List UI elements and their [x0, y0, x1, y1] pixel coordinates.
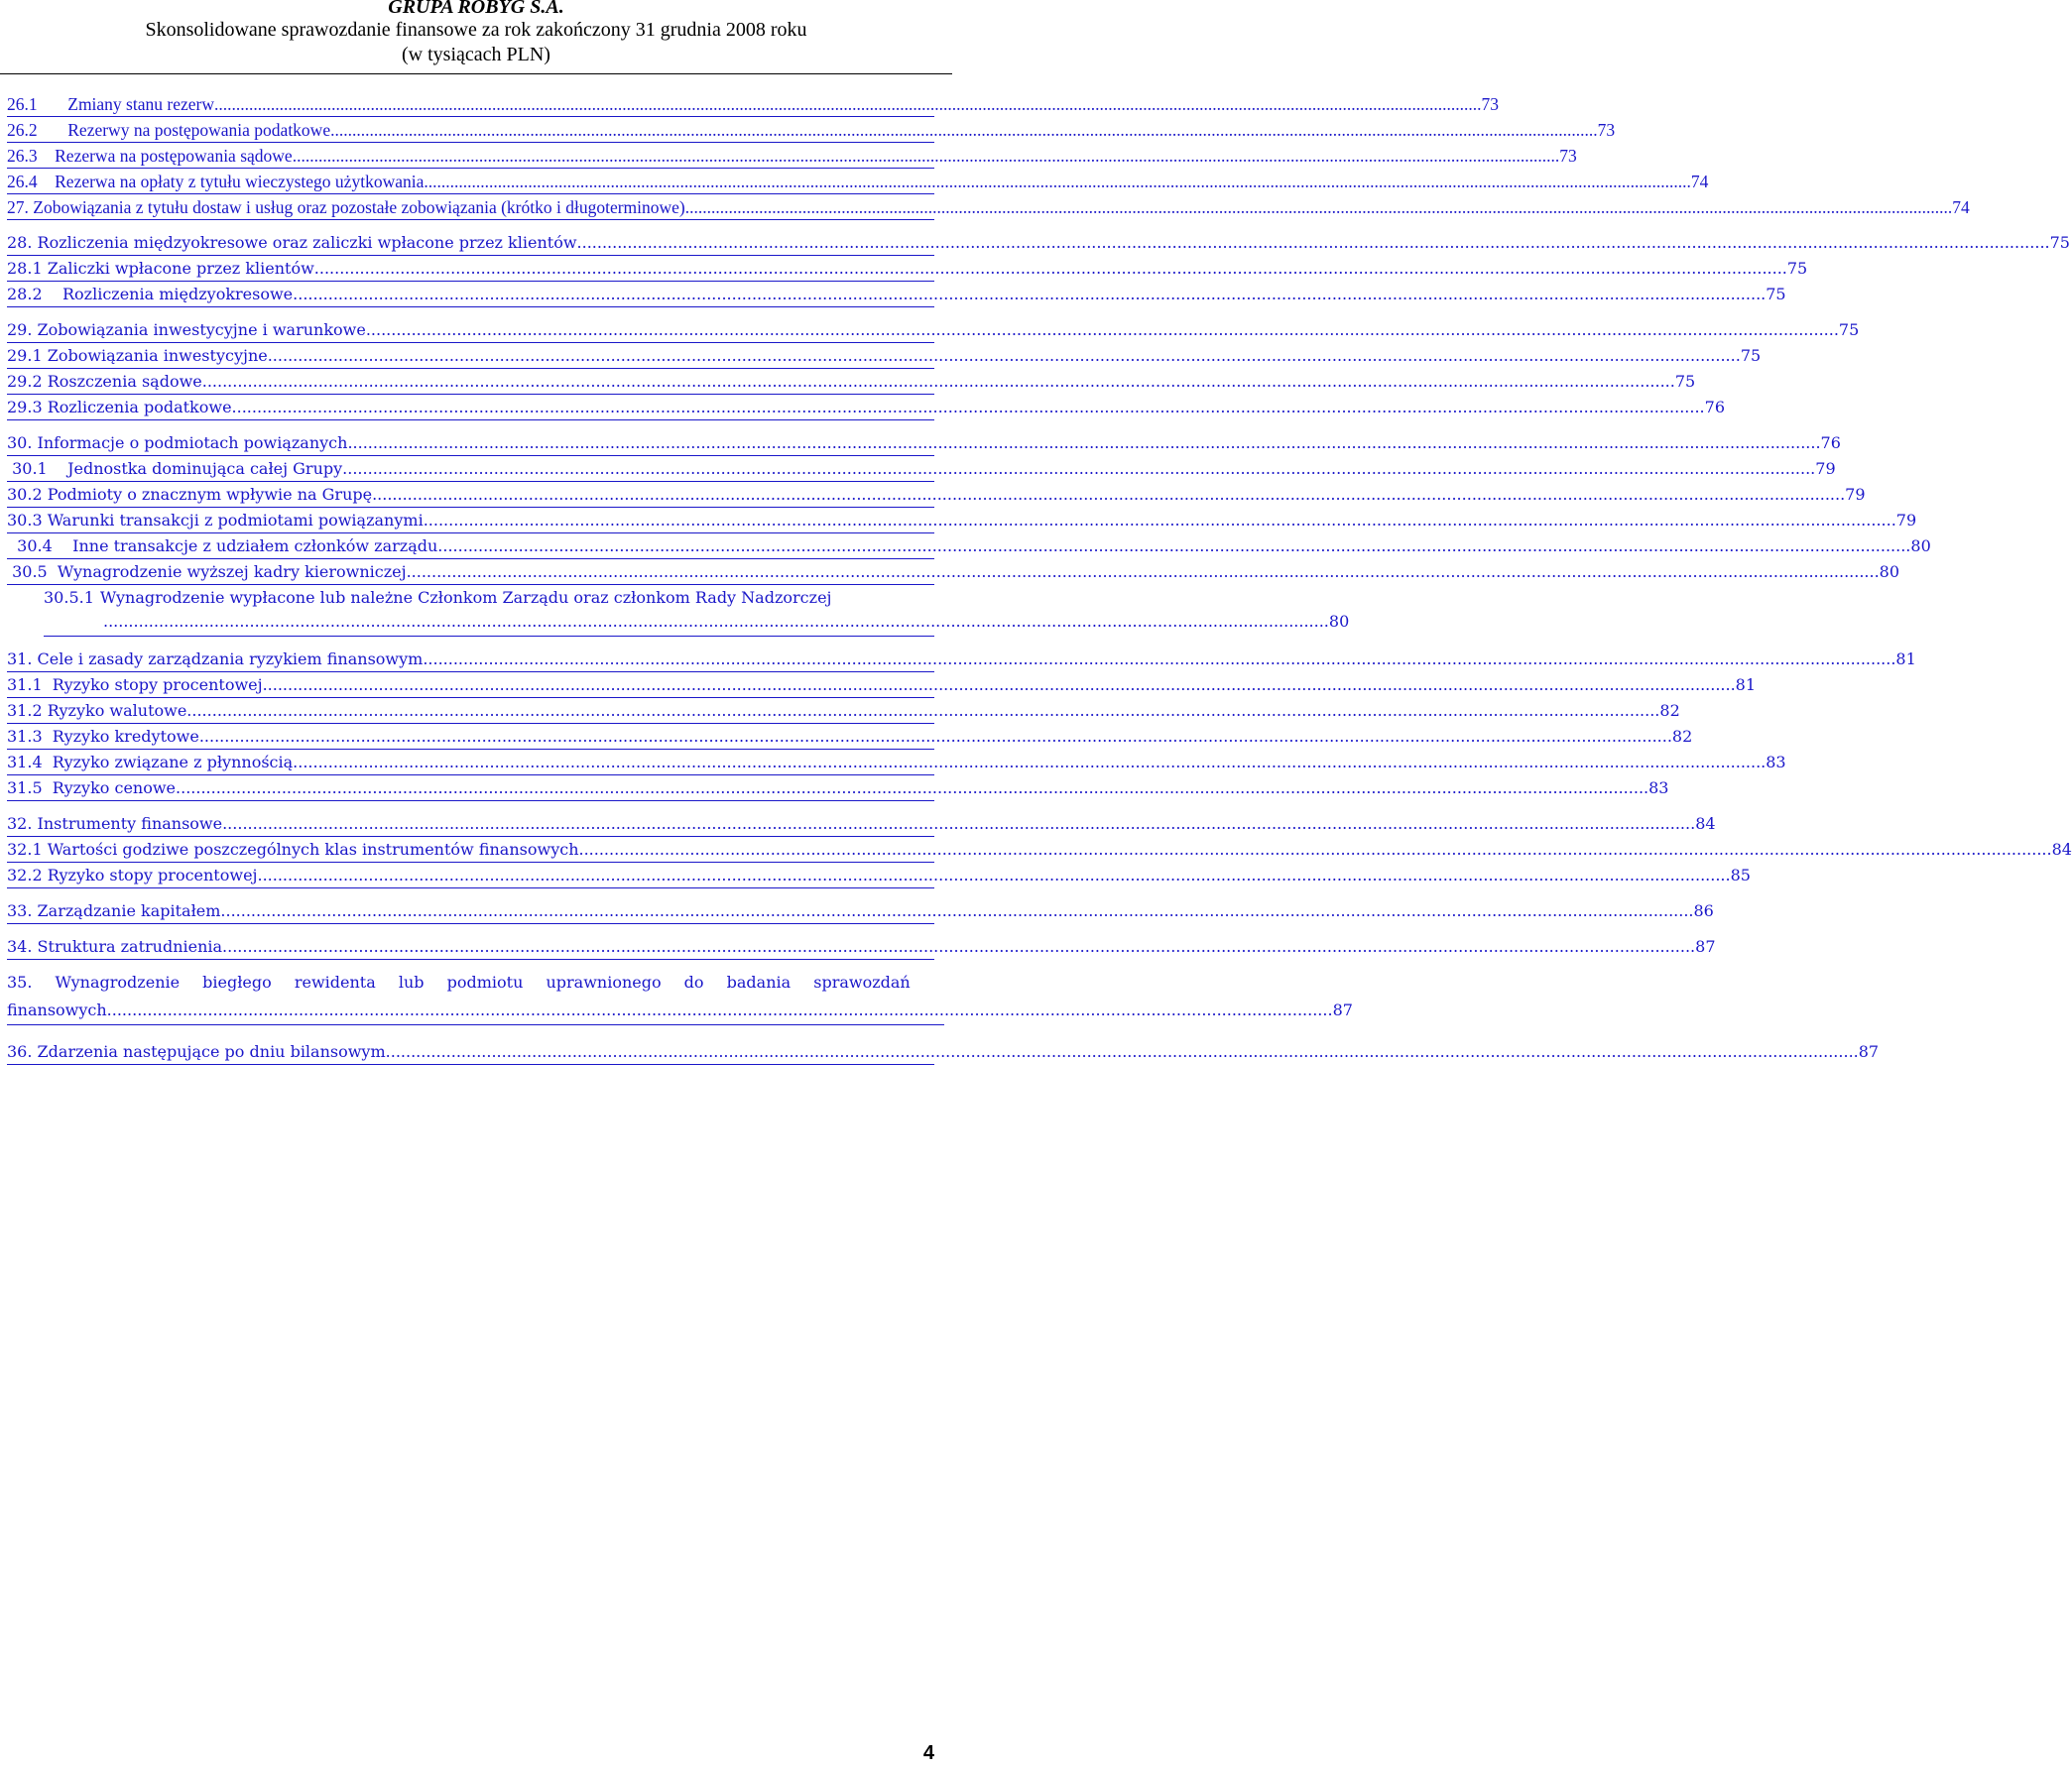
toc-entry-30-2[interactable]: 30.2 Podmioty o znacznym wpływie na Grupę ..... 79 — [7, 483, 934, 508]
toc-entry-33[interactable]: 33. Zarządzanie kapitałem ..... 86 — [7, 899, 934, 924]
toc-entry-30-5-1[interactable]: 30.5.1 Wynagrodzenie wypłacone lub należne Członkom Zarządu oraz członkom Rady Nadzorczej ................................................................................................................................................................................................................................................... 80 — [44, 586, 934, 637]
toc-entry-31-1[interactable]: 31.1 Ryzyko stopy procentowej ..... 81 — [7, 673, 934, 698]
toc-entry-29-1[interactable]: 29.1 Zobowiązania inwestycyjne ..... 75 — [7, 344, 934, 369]
toc-entry-30-4[interactable]: 30.4 Inne transakcje z udziałem członków zarządu ..... 80 — [7, 534, 934, 559]
toc-entry-26-4[interactable]: 26.4 Rezerwa na opłaty z tytułu wieczystego użytkowania ..... 74 — [7, 170, 934, 194]
toc-entry-29-2[interactable]: 29.2 Roszczenia sądowe ..... 75 — [7, 370, 934, 395]
toc-entry-30-1[interactable]: 30.1 Jednostka dominująca całej Grupy ..... 79 — [7, 457, 934, 482]
toc-entry-35-continuation: finansowych — [7, 1001, 107, 1019]
toc-entry-31-2[interactable]: 31.2 Ryzyko walutowe ..... 82 — [7, 699, 934, 724]
toc-entry-26-2[interactable]: 26.2 Rezerwy na postępowania podatkowe ..... 73 — [7, 118, 934, 143]
toc-entry-34[interactable]: 34. Struktura zatrudnienia ..... 87 — [7, 935, 934, 960]
toc-entry-31-3[interactable]: 31.3 Ryzyko kredytowe ..... 82 — [7, 725, 934, 750]
toc-entry-29-3[interactable]: 29.3 Rozliczenia podatkowe ..... 76 — [7, 396, 934, 420]
toc-entry-28[interactable]: 28. Rozliczenia międzyokresowe oraz zaliczki wpłacone przez klientów ..... 75 — [7, 231, 934, 256]
toc-entry-30-5[interactable]: 30.5 Wynagrodzenie wyższej kadry kierowniczej ..... 80 — [7, 560, 934, 585]
toc-entry-29[interactable]: 29. Zobowiązania inwestycyjne i warunkowe ..... 75 — [7, 318, 934, 343]
toc-entry-26-3[interactable]: 26.3 Rezerwa na postępowania sądowe ..... 73 — [7, 144, 934, 169]
page-header — [0, 0, 952, 66]
toc-entry-27[interactable]: 27. Zobowiązania z tytułu dostaw i usług oraz pozostałe zobowiązania (krótko i długoterminowe) ..... 74 — [7, 195, 934, 220]
toc-entry-28-2[interactable]: 28.2 Rozliczenia międzyokresowe ..... 75 — [7, 283, 934, 307]
toc-entry-32-1[interactable]: 32.1 Wartości godziwe poszczególnych klas instrumentów finansowych ..... 84 — [7, 838, 934, 863]
toc-entry-31[interactable]: 31. Cele i zasady zarządzania ryzykiem finansowym ..... 81 — [7, 648, 934, 672]
toc-entry-31-5[interactable]: 31.5 Ryzyko cenowe ..... 83 — [7, 776, 934, 801]
toc-entry-31-4[interactable]: 31.4 Ryzyko związane z płynnością ..... 83 — [7, 751, 934, 775]
toc-entry-35[interactable]: 35. Wynagrodzenie biegłego rewidenta lub podmiotu uprawnionego do badania sprawozdań finansowych ................................................................................................................................................................................................................................................... 87 — [7, 969, 944, 1025]
page-number: 4 — [922, 1742, 934, 1764]
toc-entry-32-2[interactable]: 32.2 Ryzyko stopy procentowej ..... 85 — [7, 864, 934, 888]
currency-unit: (w tysiącach PLN) — [402, 44, 550, 65]
header-divider — [0, 73, 952, 74]
company-name: GRUPA ROBYG S.A. — [388, 0, 564, 18]
report-title: Skonsolidowane sprawozdanie finansowe za rok zakończony 31 grudnia 2008 roku — [145, 19, 807, 41]
toc-entry-30[interactable]: 30. Informacje o podmiotach powiązanych ..... 76 — [7, 431, 934, 456]
toc-entry-26-1[interactable]: 26.1 Zmiany stanu rezerw ..... 73 — [7, 92, 934, 117]
toc-entry-32[interactable]: 32. Instrumenty finansowe ..... 84 — [7, 812, 934, 837]
toc-entry-28-1[interactable]: 28.1 Zaliczki wpłacone przez klientów ..... 75 — [7, 257, 934, 282]
toc-entry-30-3[interactable]: 30.3 Warunki transakcji z podmiotami powiązanymi ..... 79 — [7, 509, 934, 533]
toc-entry-36[interactable]: 36. Zdarzenia następujące po dniu bilansowym ..... 87 — [7, 1040, 934, 1065]
